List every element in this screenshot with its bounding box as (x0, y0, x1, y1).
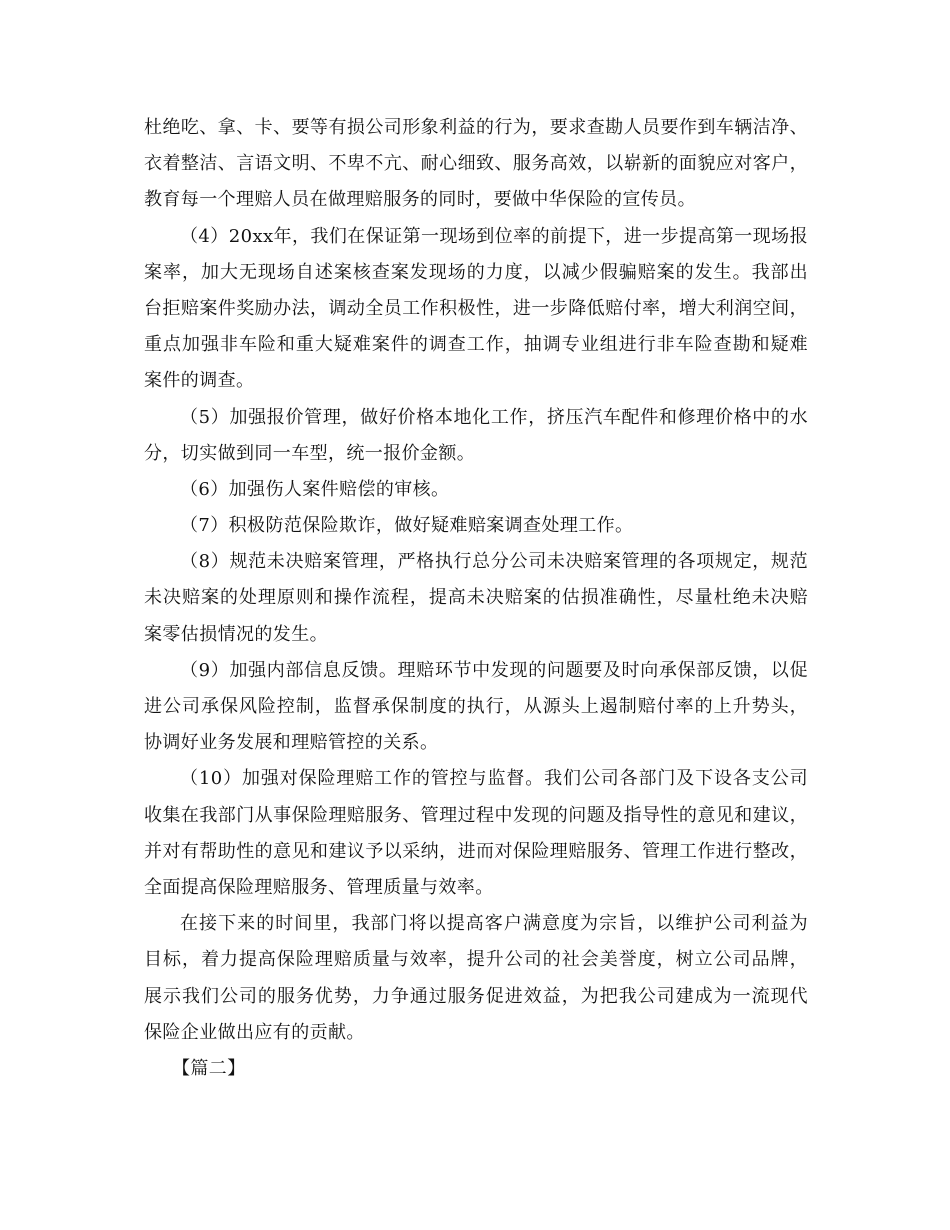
text-line: 重点加强非车险和重大疑难案件的调查工作，抽调专业组进行非车险查勘和疑难 (144, 334, 808, 356)
text-line: 在接下来的时间里，我部门将以提高客户满意度为宗旨，以维护公司利益为 (180, 913, 808, 935)
paragraph-item-7 (144, 508, 808, 544)
text-line: 保险企业做出应有的贡献。 (144, 1021, 365, 1043)
paragraph-item-8 (144, 544, 808, 653)
text-line: 分，切实做到同一车型，统一报价金额。 (144, 442, 476, 464)
paragraph-intro-continued (144, 110, 808, 219)
text-line: 杜绝吃、拿、卡、要等有损公司形象利益的行为，要求查勘人员要作到车辆洁净、 (144, 117, 808, 138)
text-line: 未决赔案的处理原则和操作流程，提高未决赔案的估损准确性，尽量杜绝未决赔 (144, 587, 808, 609)
document-body (144, 110, 808, 1087)
text-line: 衣着整洁、言语文明、不卑不亢、耐心细致、服务高效，以崭新的面貌应对客户， (144, 153, 808, 175)
text-line: （8）规范未决赔案管理，严格执行总分公司未决赔案管理的各项规定，规范 (180, 551, 808, 573)
text-line: 进公司承保风险控制，监督承保制度的执行，从源头上遏制赔付率的上升势头， (144, 696, 808, 717)
text-line: 收集在我部门从事保险理赔服务、管理过程中发现的问题及指导性的意见和建议， (144, 804, 808, 826)
text-line: （7）积极防范保险欺诈，做好疑难赔案调查处理工作。 (180, 515, 634, 537)
text-line: 全面提高保险理赔服务、管理质量与效率。 (144, 876, 494, 898)
paragraph-closing (144, 906, 808, 1051)
text-line: （5）加强报价管理，做好价格本地化工作，挤压汽车配件和修理价格中的水 (180, 406, 808, 428)
text-line: 台拒赔案件奖励办法，调动全员工作积极性，进一步降低赔付率，增大利润空间， (144, 297, 808, 319)
text-line: 案率，加大无现场自述案核查案发现场的力度，以减少假骗赔案的发生。我部出 (144, 261, 808, 283)
text-line: （4）20xx年，我们在保证第一现场到位率的前提下，进一步提高第一现场报 (180, 225, 808, 247)
text-line: 展示我们公司的服务优势，力争通过服务促进效益，为把我公司建成为一流现代 (144, 985, 808, 1007)
text-line: 目标，着力提高保险理赔质量与效率，提升公司的社会美誉度，树立公司品牌， (144, 949, 808, 971)
section-heading: 【篇二】 (172, 1057, 246, 1079)
text-line: 协调好业务发展和理赔管控的关系。 (144, 732, 439, 754)
paragraph-item-4 (144, 219, 808, 400)
paragraph-item-5 (144, 400, 808, 472)
text-line: （10）加强对保险理赔工作的管控与监督。我们公司各部门及下设各支公司 (180, 768, 808, 790)
paragraph-item-6 (144, 472, 808, 508)
text-line: （6）加强伤人案件赔偿的审核。 (180, 478, 450, 500)
text-line: 并对有帮助性的意见和建议予以采纳，进而对保险理赔服务、管理工作进行整改， (144, 840, 808, 862)
paragraph-item-9 (144, 653, 808, 762)
text-line: 案件的调查。 (144, 370, 255, 392)
text-line: （9）加强内部信息反馈。理赔环节中发现的问题要及时向承保部反馈，以促 (180, 659, 808, 681)
paragraph-item-10 (144, 761, 808, 906)
text-line: 案零估损情况的发生。 (144, 623, 328, 645)
text-line: 教育每一个理赔人员在做理赔服务的同时，要做中华保险的宣传员。 (144, 189, 696, 211)
